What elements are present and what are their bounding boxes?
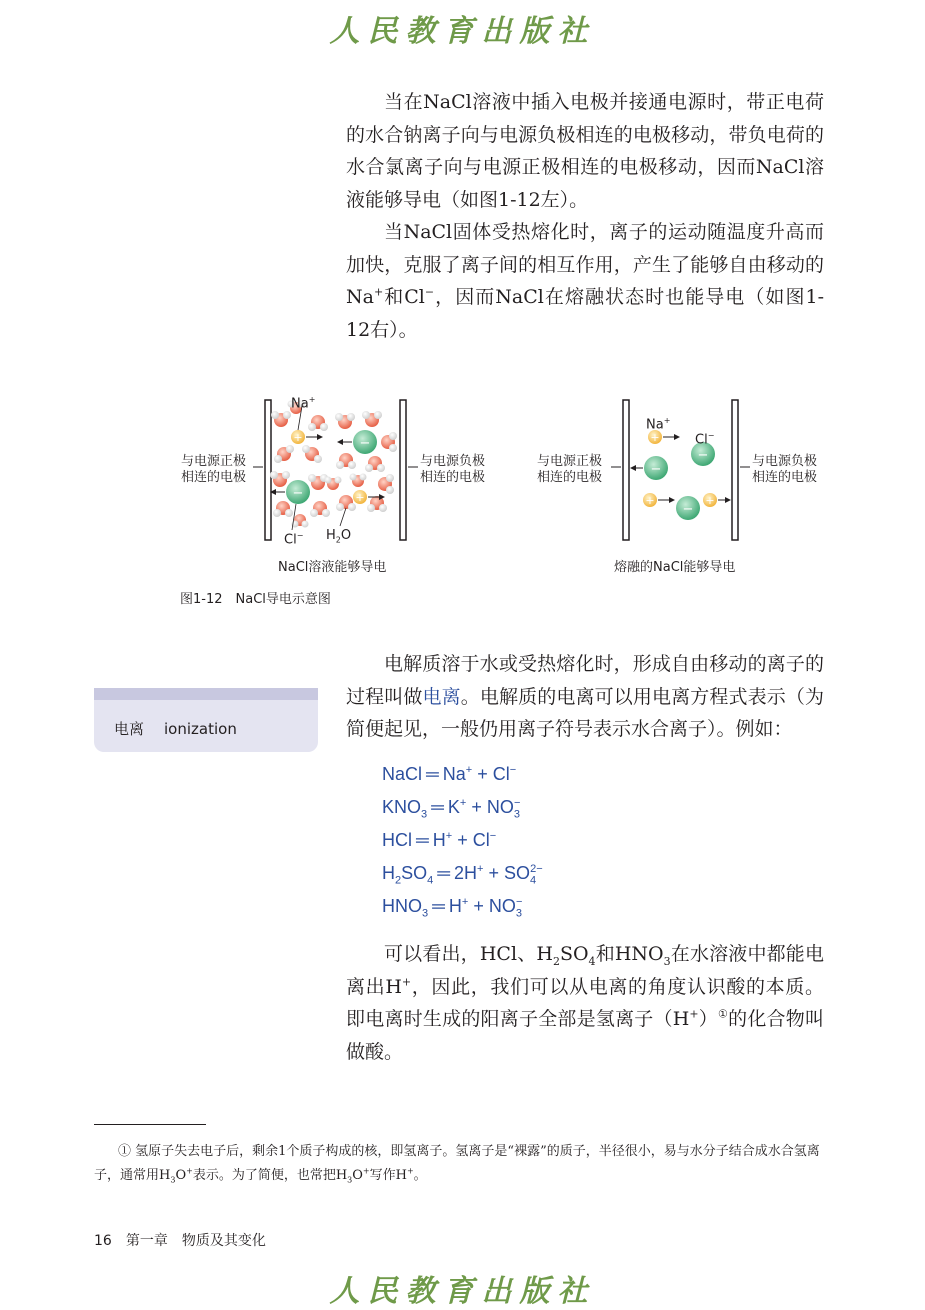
page-number: 16	[94, 1233, 112, 1249]
equation-hcl: HCl ═ H+ + Cl−	[382, 830, 497, 850]
left-negative-electrode-label: 与电源负极 相连的电极	[420, 454, 486, 485]
right-na-label: Na+	[646, 416, 671, 433]
term-chinese: 电离	[114, 720, 145, 738]
footnote-divider	[94, 1124, 206, 1125]
footnote: ① 氢原子失去电子后，剩余1个质子构成的核，即氢离子。氢离子是“裸露”的质子，半径很小，易与水分子结合成水合氢离子，通常用$H_3O^+$表示。为了简便，也常把$H_3O^+$写作H+。	[94, 1144, 820, 1185]
publisher-logo-bottom: 人民教育出版社	[329, 1274, 596, 1309]
equation-h2so4: $H_2SO_4$ ═ $2H^+ + SO_4^{2-}$	[382, 863, 543, 887]
paragraph-solution-conductivity: 当在NaCl溶液中插入电极并接通电源时，带正电荷的水合钠离子向与电源负极相连的电极移动，带负电荷的水合氯离子向与电源正极相连的电极移动，因而NaCl溶液能够导电（如图1-12左）。	[346, 91, 824, 211]
right-sodium-ion-3	[703, 493, 717, 507]
left-positive-electrode	[265, 400, 271, 540]
svg-text:+: +	[645, 494, 655, 507]
svg-text:−: −	[359, 436, 371, 451]
figure-title: 图1-12 NaCl导电示意图	[180, 592, 331, 607]
svg-text:−: −	[650, 462, 662, 477]
equation-kno3: $KNO_3$ ═ $K^+ + NO_3^-$	[382, 797, 521, 821]
footnote-reference: ①	[718, 1007, 729, 1021]
left-negative-electrode	[400, 400, 406, 540]
chapter-label: 第一章	[125, 1233, 168, 1249]
term-ionization-highlight: 电离	[422, 685, 461, 708]
right-figure-caption: 熔融的NaCl能够导电	[614, 560, 736, 575]
right-chloride-ion-3	[676, 496, 700, 520]
page-footer	[94, 1230, 266, 1250]
water-molecules-left	[270, 401, 397, 528]
right-positive-electrode-label: 与电源正极 相连的电极	[537, 454, 603, 485]
right-positive-electrode	[623, 400, 629, 540]
right-negative-electrode	[732, 400, 738, 540]
svg-text:+: +	[705, 494, 715, 507]
right-negative-electrode-label: 与电源负极 相连的电极	[752, 454, 818, 485]
right-sodium-ion-2	[643, 493, 657, 507]
term-sidebar	[94, 688, 318, 752]
svg-text:−: −	[697, 448, 709, 463]
left-sodium-ion-1	[291, 430, 305, 444]
term-english: ionization	[164, 720, 237, 738]
publisher-logo-top: 人民教育出版社	[329, 14, 596, 49]
term-sidebar-bar	[94, 688, 318, 700]
right-cl-label: Cl−	[695, 431, 715, 448]
equation-nacl: NaCl ═ Na+ + Cl−	[382, 764, 517, 784]
left-na-label: Na+	[291, 395, 316, 412]
paragraph-acid-definition: 可以看出，HCl、$H_2SO_4$和$HNO_3$在水溶液中都能电离出H+，因此，我们可以从电离的角度认识酸的本质。即电离时生成的阳离子全部是氢离子（H+）①的化合物叫做酸。	[346, 943, 824, 1063]
left-chloride-ion-2	[286, 480, 310, 504]
svg-text:+: +	[355, 491, 365, 504]
chapter-title: 物质及其变化	[181, 1233, 266, 1249]
paragraph-ionization-definition: 电解质溶于水或受热熔化时，形成自由移动的离子的过程叫做电离。电解质的电离可以用电离方程式表示（为简便起见，一般仍用离子符号表示水合离子）。例如：	[346, 653, 824, 740]
equation-hno3: $HNO_3$ ═ $H^+ + NO_3^-$	[382, 896, 523, 920]
left-figure-caption: NaCl溶液能够导电	[278, 560, 387, 575]
svg-text:−: −	[292, 486, 304, 501]
svg-text:+: +	[650, 431, 660, 444]
paragraph-molten-conductivity: 当NaCl固体受热熔化时，离子的运动随温度升高而加快，克服了离子间的相互作用，产生了能够自由移动的Na+和Cl−，因而NaCl在熔融状态时也能导电（如图1-12右）。	[346, 221, 825, 341]
right-chloride-ion-2	[644, 456, 668, 480]
left-cl-label: Cl−	[284, 531, 304, 548]
svg-text:+: +	[293, 431, 303, 444]
left-chloride-ion-1	[353, 430, 377, 454]
left-h2o-label: $H_2O$	[326, 528, 352, 545]
term-sidebar-text	[114, 718, 237, 739]
svg-text:−: −	[682, 502, 694, 517]
left-sodium-ion-2	[353, 490, 367, 504]
left-positive-electrode-label: 与电源正极 相连的电极	[181, 454, 247, 485]
